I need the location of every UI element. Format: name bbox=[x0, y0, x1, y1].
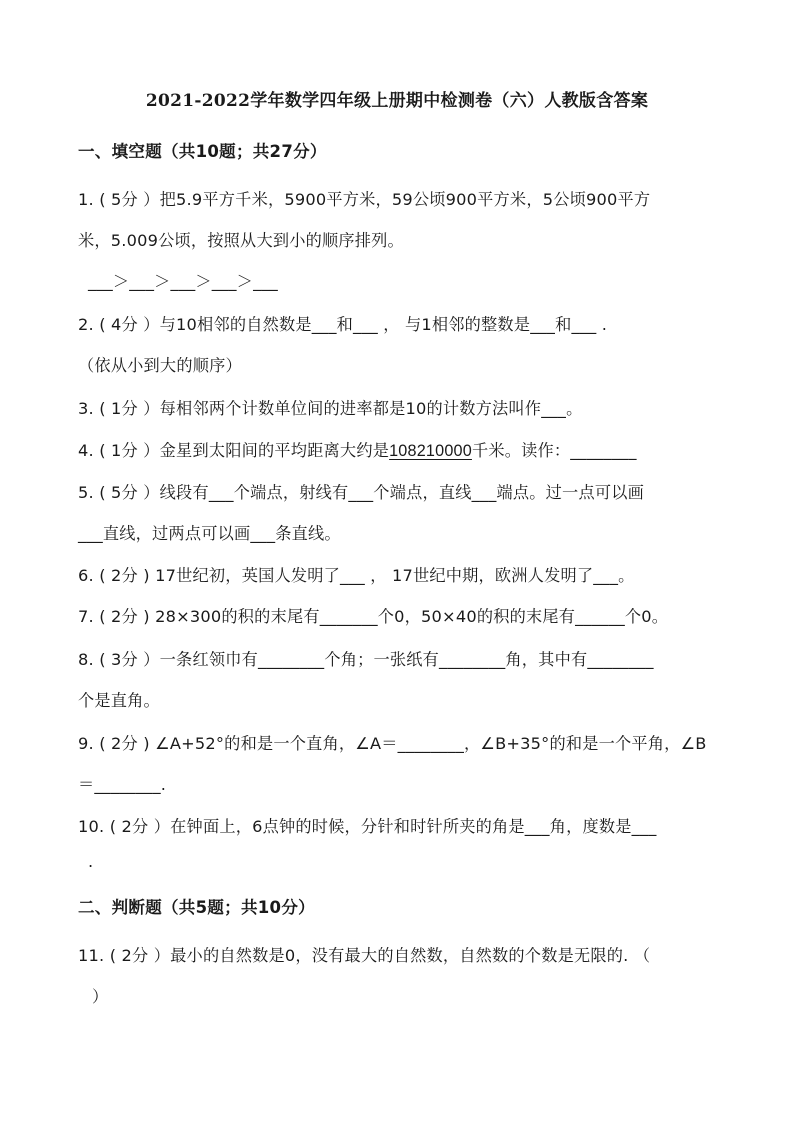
question-11-line-1: 11. ( 2分 ）最小的自然数是0，没有最大的自然数，自然数的个数是无限的. （ bbox=[78, 946, 651, 965]
question-9-line-1: 9. ( 2分 ) ∠A+52°的和是一个直角，∠A＝________，∠B+35°的和是一个平角，∠B bbox=[78, 734, 707, 753]
question-4-suffix: 千米。读作：________ bbox=[471, 441, 637, 460]
question-5-line-2: ___直线，过两点可以画___条直线。 bbox=[78, 524, 341, 543]
question-3: 3. ( 1分 ）每相邻两个计数单位间的进率都是10的计数方法叫作___。 bbox=[78, 399, 583, 418]
question-2-line-1: 2. ( 4分 ）与10相邻的自然数是___和___ ， 与1相邻的整数是___和___ . bbox=[78, 315, 608, 334]
section-heading-true-false: 二、判断题（共5题；共10分） bbox=[78, 898, 315, 917]
question-1-line-2: 米，5.009公顷，按照从大到小的顺序排列。 bbox=[78, 231, 404, 250]
question-1-line-1: 1. ( 5分 ）把5.9平方千米，5900平方米，59公顷900平方米，5公顷900平方 bbox=[78, 190, 651, 209]
question-1-answer-blanks: ___＞___＞___＞___＞___ bbox=[88, 272, 278, 291]
section-heading-fill-in: 一、填空题（共10题；共27分） bbox=[78, 142, 327, 161]
question-7: 7. ( 2分 ) 28×300的积的末尾有_______个0，50×40的积的末尾有______个0。 bbox=[78, 607, 669, 626]
page-title: 2021-2022学年数学四年级上册期中检测卷（六）人教版含答案 bbox=[145, 91, 649, 111]
question-8-line-1: 8. ( 3分 ）一条红领巾有________个角；一张纸有________角，其中有________ bbox=[78, 650, 654, 669]
question-4 bbox=[78, 437, 637, 461]
question-8-line-2: 个是直角。 bbox=[78, 691, 160, 710]
question-10-line-2: . bbox=[88, 852, 94, 871]
question-10-line-1: 10. ( 2分 ）在钟面上，6点钟的时候，分针和时针所夹的角是___角，度数是___ bbox=[78, 817, 657, 836]
question-6: 6. ( 2分 ) 17世纪初，英国人发明了___ ， 17世纪中期，欧洲人发明了___。 bbox=[78, 566, 635, 585]
question-11-line-2: ） bbox=[92, 987, 109, 1006]
question-9-line-2: ＝________. bbox=[78, 775, 167, 794]
question-5-line-1: 5. ( 5分 ）线段有___个端点，射线有___个端点，直线___端点。过一点可以画 bbox=[78, 483, 644, 502]
question-4-prefix: 4. ( 1分 ）金星到太阳间的平均距离大约是 bbox=[78, 441, 390, 460]
question-4-underlined-number: 108210000 bbox=[389, 442, 472, 460]
question-2-line-2: （依从小到大的顺序） bbox=[78, 356, 242, 375]
